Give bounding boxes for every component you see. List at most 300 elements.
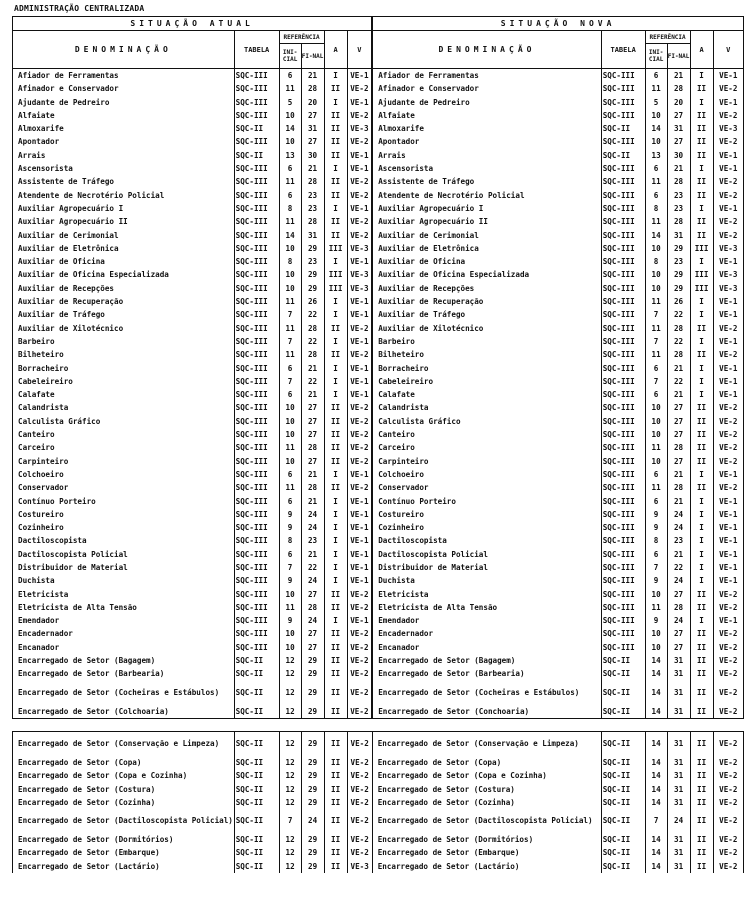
cell-nova-ini: 7 <box>645 375 667 388</box>
table-row <box>13 521 744 534</box>
cell-nova-a: I <box>690 614 713 627</box>
cell-nova-v: VE-1 <box>713 534 743 547</box>
cell-nova-den: Encarregado de Setor (Copa) <box>372 756 601 769</box>
cell-atual-v: VE-2 <box>347 588 372 601</box>
cell-nova-tab: SQC-III <box>601 255 645 268</box>
cell-nova-fin: 31 <box>667 796 690 809</box>
cell-nova-v: VE-1 <box>713 162 743 175</box>
cell-nova-tab: SQC-III <box>601 268 645 281</box>
cell-nova-den: Almoxarife <box>372 122 601 135</box>
cell-atual-v: VE-2 <box>347 756 372 769</box>
cell-atual-v: VE-1 <box>347 388 372 401</box>
document-header: ADMINISTRAÇÃO CENTRALIZADA <box>14 4 145 13</box>
cell-nova-tab: SQC-III <box>601 229 645 242</box>
table-row <box>13 588 744 601</box>
cell-nova-fin: 23 <box>667 534 690 547</box>
cell-nova-fin: 21 <box>667 69 690 83</box>
cell-atual-ini: 6 <box>279 362 301 375</box>
cell-nova-tab: SQC-II <box>601 705 645 719</box>
cell-nova-ini: 10 <box>645 109 667 122</box>
cell-atual-ini: 11 <box>279 295 301 308</box>
cell-atual-fin: 28 <box>301 175 324 188</box>
cell-nova-fin: 24 <box>667 521 690 534</box>
cell-nova-den: Dactiloscopista Policial <box>372 548 601 561</box>
cell-nova-a: II <box>690 322 713 335</box>
cell-atual-den: Auxiliar de Cerimonial <box>13 229 235 242</box>
table-row <box>13 796 744 809</box>
cell-atual-tab: SQC-II <box>234 846 279 859</box>
cell-atual-fin: 23 <box>301 189 324 202</box>
ledger-wrapper <box>12 16 744 873</box>
classification-table <box>12 16 744 719</box>
cell-nova-fin: 20 <box>667 96 690 109</box>
cell-atual-v: VE-2 <box>347 641 372 654</box>
table-row <box>13 574 744 587</box>
cell-nova-a: II <box>690 846 713 859</box>
cell-nova-tab: SQC-III <box>601 135 645 148</box>
col-denominacao-atual: DENOMINAÇÃO <box>13 31 235 69</box>
cell-nova-v: VE-1 <box>713 375 743 388</box>
cell-atual-a: II <box>324 441 347 454</box>
cell-atual-ini: 7 <box>279 375 301 388</box>
table-row <box>13 322 744 335</box>
cell-atual-ini: 7 <box>279 335 301 348</box>
cell-atual-a: II <box>324 860 347 873</box>
cell-nova-den: Encarregado de Setor (Dactiloscopista Policial) <box>372 809 601 833</box>
cell-atual-tab: SQC-III <box>234 268 279 281</box>
cell-atual-fin: 29 <box>301 860 324 873</box>
cell-nova-v: VE-1 <box>713 96 743 109</box>
cell-nova-v: VE-1 <box>713 255 743 268</box>
cell-atual-tab: SQC-III <box>234 388 279 401</box>
section-new: SITUAÇÃO NOVA <box>372 17 743 31</box>
table-row <box>13 96 744 109</box>
cell-nova-ini: 7 <box>645 308 667 321</box>
cell-atual-tab: SQC-III <box>234 614 279 627</box>
cell-nova-a: I <box>690 388 713 401</box>
cell-atual-ini: 10 <box>279 641 301 654</box>
cell-atual-den: Auxiliar de Oficina <box>13 255 235 268</box>
cell-nova-v: VE-2 <box>713 455 743 468</box>
cell-atual-tab: SQC-III <box>234 641 279 654</box>
cell-nova-fin: 29 <box>667 242 690 255</box>
cell-nova-tab: SQC-II <box>601 681 645 705</box>
cell-atual-den: Atendente de Necrotério Policial <box>13 189 235 202</box>
cell-nova-fin: 22 <box>667 561 690 574</box>
cell-atual-ini: 11 <box>279 481 301 494</box>
cell-atual-v: VE-2 <box>347 601 372 614</box>
cell-atual-v: VE-2 <box>347 229 372 242</box>
cell-atual-a: I <box>324 202 347 215</box>
table-row <box>13 860 744 873</box>
cell-atual-tab: SQC-III <box>234 69 279 83</box>
cell-atual-tab: SQC-II <box>234 705 279 719</box>
cell-atual-ini: 12 <box>279 860 301 873</box>
cell-nova-tab: SQC-III <box>601 534 645 547</box>
cell-nova-ini: 8 <box>645 534 667 547</box>
cell-atual-den: Encanador <box>13 641 235 654</box>
cell-atual-ini: 11 <box>279 215 301 228</box>
cell-atual-ini: 8 <box>279 255 301 268</box>
cell-atual-fin: 22 <box>301 375 324 388</box>
table-row <box>13 667 744 680</box>
table-row <box>13 756 744 769</box>
cell-nova-v: VE-2 <box>713 415 743 428</box>
cell-atual-a: II <box>324 455 347 468</box>
cell-atual-fin: 21 <box>301 388 324 401</box>
cell-atual-ini: 9 <box>279 574 301 587</box>
cell-atual-v: VE-2 <box>347 705 372 719</box>
cell-nova-v: VE-2 <box>713 175 743 188</box>
table-row <box>13 548 744 561</box>
cell-nova-fin: 28 <box>667 175 690 188</box>
cell-nova-den: Ajudante de Pedreiro <box>372 96 601 109</box>
table-row <box>13 641 744 654</box>
cell-nova-den: Auxiliar Agropecuário II <box>372 215 601 228</box>
cell-nova-fin: 28 <box>667 601 690 614</box>
cell-atual-v: VE-1 <box>347 308 372 321</box>
cell-nova-den: Apontador <box>372 135 601 148</box>
cell-nova-ini: 6 <box>645 69 667 83</box>
cell-nova-v: VE-2 <box>713 809 743 833</box>
cell-atual-den: Encarregado de Setor (Costura) <box>13 783 235 796</box>
cell-atual-den: Auxiliar de Oficina Especializada <box>13 268 235 281</box>
cell-atual-ini: 11 <box>279 348 301 361</box>
cell-atual-v: VE-1 <box>347 295 372 308</box>
cell-nova-tab: SQC-II <box>601 769 645 782</box>
cell-atual-a: II <box>324 756 347 769</box>
cell-atual-a: I <box>324 534 347 547</box>
cell-nova-den: Auxiliar de Oficina <box>372 255 601 268</box>
cell-nova-tab: SQC-III <box>601 468 645 481</box>
cell-nova-den: Bilheteiro <box>372 348 601 361</box>
cell-nova-fin: 21 <box>667 362 690 375</box>
cell-atual-a: II <box>324 189 347 202</box>
cell-nova-den: Costureiro <box>372 508 601 521</box>
cell-nova-a: I <box>690 295 713 308</box>
cell-atual-ini: 10 <box>279 282 301 295</box>
table-row <box>13 215 744 228</box>
cell-atual-tab: SQC-III <box>234 229 279 242</box>
cell-nova-a: II <box>690 215 713 228</box>
cell-atual-a: II <box>324 428 347 441</box>
cell-atual-ini: 11 <box>279 441 301 454</box>
table-row <box>13 69 744 83</box>
cell-nova-fin: 27 <box>667 415 690 428</box>
cell-atual-ini: 7 <box>279 561 301 574</box>
cell-atual-fin: 23 <box>301 202 324 215</box>
table-row <box>13 769 744 782</box>
cell-atual-a: II <box>324 731 347 756</box>
cell-nova-den: Ascensorista <box>372 162 601 175</box>
cell-atual-den: Auxiliar de Tráfego <box>13 308 235 321</box>
cell-atual-den: Eletricista de Alta Tensão <box>13 601 235 614</box>
cell-atual-fin: 20 <box>301 96 324 109</box>
cell-atual-a: I <box>324 162 347 175</box>
table-row <box>13 162 744 175</box>
cell-nova-ini: 14 <box>645 654 667 667</box>
cell-atual-a: II <box>324 641 347 654</box>
cell-atual-fin: 29 <box>301 833 324 846</box>
col-denominacao-nova: DENOMINAÇÃO <box>372 31 601 69</box>
table-row <box>13 388 744 401</box>
cell-nova-a: II <box>690 731 713 756</box>
cell-atual-den: Auxiliar de Eletrônica <box>13 242 235 255</box>
cell-atual-den: Dactiloscopista <box>13 534 235 547</box>
cell-nova-tab: SQC-II <box>601 796 645 809</box>
cell-atual-ini: 10 <box>279 109 301 122</box>
cell-atual-den: Apontador <box>13 135 235 148</box>
cell-atual-tab: SQC-III <box>234 441 279 454</box>
cell-nova-tab: SQC-III <box>601 521 645 534</box>
cell-nova-v: VE-2 <box>713 846 743 859</box>
cell-atual-den: Calafate <box>13 388 235 401</box>
cell-atual-ini: 6 <box>279 548 301 561</box>
cell-atual-fin: 27 <box>301 455 324 468</box>
cell-atual-tab: SQC-III <box>234 362 279 375</box>
cell-atual-den: Alfaiate <box>13 109 235 122</box>
table-row <box>13 242 744 255</box>
cell-nova-tab: SQC-III <box>601 428 645 441</box>
cell-nova-v: VE-1 <box>713 335 743 348</box>
cell-atual-v: VE-2 <box>347 667 372 680</box>
cell-atual-v: VE-2 <box>347 481 372 494</box>
table-row <box>13 441 744 454</box>
cell-atual-ini: 6 <box>279 388 301 401</box>
cell-atual-den: Dactiloscopista Policial <box>13 548 235 561</box>
cell-nova-a: I <box>690 96 713 109</box>
cell-atual-den: Carceiro <box>13 441 235 454</box>
cell-atual-tab: SQC-III <box>234 175 279 188</box>
cell-nova-v: VE-2 <box>713 441 743 454</box>
cell-atual-fin: 27 <box>301 641 324 654</box>
cell-nova-den: Borracheiro <box>372 362 601 375</box>
cell-nova-fin: 23 <box>667 202 690 215</box>
cell-atual-fin: 29 <box>301 783 324 796</box>
cell-atual-den: Encarregado de Setor (Dactiloscopista Policial) <box>13 809 235 833</box>
cell-nova-fin: 24 <box>667 508 690 521</box>
cell-atual-den: Encarregado de Setor (Copa e Cozinha) <box>13 769 235 782</box>
cell-nova-ini: 9 <box>645 521 667 534</box>
cell-nova-tab: SQC-III <box>601 348 645 361</box>
cell-nova-ini: 6 <box>645 189 667 202</box>
cell-nova-a: I <box>690 335 713 348</box>
cell-atual-tab: SQC-II <box>234 149 279 162</box>
cell-nova-ini: 10 <box>645 428 667 441</box>
cell-nova-a: II <box>690 441 713 454</box>
cell-nova-tab: SQC-III <box>601 242 645 255</box>
cell-atual-ini: 10 <box>279 428 301 441</box>
cell-nova-a: II <box>690 588 713 601</box>
cell-atual-tab: SQC-III <box>234 242 279 255</box>
cell-nova-a: II <box>690 175 713 188</box>
cell-nova-fin: 24 <box>667 809 690 833</box>
cell-nova-a: II <box>690 627 713 640</box>
cell-atual-fin: 21 <box>301 548 324 561</box>
cell-atual-v: VE-2 <box>347 189 372 202</box>
cell-atual-a: II <box>324 215 347 228</box>
cell-nova-tab: SQC-III <box>601 375 645 388</box>
cell-atual-v: VE-2 <box>347 455 372 468</box>
cell-atual-tab: SQC-II <box>234 769 279 782</box>
cell-atual-den: Borracheiro <box>13 362 235 375</box>
cell-atual-den: Carpinteiro <box>13 455 235 468</box>
cell-atual-fin: 21 <box>301 495 324 508</box>
cell-nova-a: II <box>690 122 713 135</box>
table-row <box>13 809 744 833</box>
cell-nova-v: VE-1 <box>713 295 743 308</box>
cell-nova-a: II <box>690 667 713 680</box>
cell-nova-a: II <box>690 109 713 122</box>
cell-atual-den: Arrais <box>13 149 235 162</box>
cell-nova-den: Encarregado de Setor (Embarque) <box>372 846 601 859</box>
cell-atual-tab: SQC-III <box>234 322 279 335</box>
cell-atual-fin: 24 <box>301 614 324 627</box>
cell-atual-ini: 14 <box>279 229 301 242</box>
cell-atual-v: VE-2 <box>347 348 372 361</box>
table-row <box>13 495 744 508</box>
cell-atual-fin: 24 <box>301 574 324 587</box>
cell-nova-v: VE-2 <box>713 588 743 601</box>
cell-nova-den: Conservador <box>372 481 601 494</box>
cell-nova-a: II <box>690 705 713 719</box>
cell-atual-tab: SQC-II <box>234 731 279 756</box>
cell-nova-ini: 11 <box>645 215 667 228</box>
cell-nova-tab: SQC-III <box>601 215 645 228</box>
cell-nova-fin: 22 <box>667 375 690 388</box>
cell-nova-a: I <box>690 255 713 268</box>
cell-atual-ini: 10 <box>279 455 301 468</box>
cell-nova-tab: SQC-III <box>601 508 645 521</box>
cell-nova-tab: SQC-III <box>601 455 645 468</box>
cell-atual-tab: SQC-III <box>234 468 279 481</box>
cell-atual-a: II <box>324 109 347 122</box>
cell-nova-ini: 9 <box>645 574 667 587</box>
col-v-nova: V <box>713 31 743 69</box>
cell-atual-v: VE-1 <box>347 202 372 215</box>
cell-nova-den: Encarregado de Setor (Dormitórios) <box>372 833 601 846</box>
col-tabela-nova: TABELA <box>601 31 645 69</box>
cell-nova-ini: 10 <box>645 135 667 148</box>
cell-nova-ini: 10 <box>645 641 667 654</box>
cell-atual-den: Afiador de Ferramentas <box>13 69 235 83</box>
cell-nova-tab: SQC-III <box>601 561 645 574</box>
cell-atual-a: II <box>324 401 347 414</box>
cell-atual-ini: 6 <box>279 69 301 83</box>
cell-atual-den: Encarregado de Setor (Dormitórios) <box>13 833 235 846</box>
table-row <box>13 135 744 148</box>
cell-nova-v: VE-1 <box>713 362 743 375</box>
cell-nova-tab: SQC-III <box>601 335 645 348</box>
cell-atual-v: VE-2 <box>347 401 372 414</box>
cell-nova-v: VE-2 <box>713 654 743 667</box>
col-final-nova: FI-NAL <box>667 44 690 69</box>
cell-atual-fin: 21 <box>301 69 324 83</box>
cell-atual-den: Canteiro <box>13 428 235 441</box>
cell-atual-a: II <box>324 229 347 242</box>
cell-atual-v: VE-2 <box>347 82 372 95</box>
cell-nova-den: Barbeiro <box>372 335 601 348</box>
cell-nova-tab: SQC-II <box>601 654 645 667</box>
cell-nova-tab: SQC-III <box>601 295 645 308</box>
cell-nova-fin: 31 <box>667 756 690 769</box>
cell-atual-den: Encarregado de Setor (Cocheiras e Estábulos) <box>13 681 235 705</box>
cell-atual-a: I <box>324 508 347 521</box>
cell-atual-v: VE-1 <box>347 468 372 481</box>
cell-nova-den: Emendador <box>372 614 601 627</box>
cell-nova-ini: 7 <box>645 335 667 348</box>
cell-nova-tab: SQC-II <box>601 667 645 680</box>
cell-atual-den: Encarregado de Setor (Bagagem) <box>13 654 235 667</box>
cell-nova-v: VE-2 <box>713 796 743 809</box>
cell-nova-a: II <box>690 796 713 809</box>
cell-nova-tab: SQC-III <box>601 601 645 614</box>
cell-nova-a: II <box>690 681 713 705</box>
cell-atual-v: VE-1 <box>347 162 372 175</box>
cell-atual-tab: SQC-III <box>234 561 279 574</box>
cell-atual-tab: SQC-III <box>234 335 279 348</box>
cell-nova-fin: 22 <box>667 335 690 348</box>
cell-nova-tab: SQC-II <box>601 860 645 873</box>
cell-nova-tab: SQC-III <box>601 548 645 561</box>
cell-atual-a: II <box>324 82 347 95</box>
cell-nova-v: VE-2 <box>713 833 743 846</box>
cell-atual-ini: 13 <box>279 149 301 162</box>
cell-nova-fin: 21 <box>667 468 690 481</box>
cell-atual-ini: 12 <box>279 654 301 667</box>
cell-nova-tab: SQC-II <box>601 756 645 769</box>
cell-nova-ini: 11 <box>645 601 667 614</box>
cell-nova-fin: 29 <box>667 282 690 295</box>
cell-nova-den: Eletricista <box>372 588 601 601</box>
table-row <box>13 614 744 627</box>
table-row <box>13 348 744 361</box>
table-row <box>13 705 744 719</box>
cell-nova-a: I <box>690 561 713 574</box>
cell-nova-fin: 30 <box>667 149 690 162</box>
cell-atual-den: Cozinheiro <box>13 521 235 534</box>
cell-atual-tab: SQC-II <box>234 122 279 135</box>
cell-atual-tab: SQC-III <box>234 189 279 202</box>
col-referencia-atual: REFERÊNCIA <box>279 31 324 44</box>
cell-nova-a: II <box>690 415 713 428</box>
table-row <box>13 654 744 667</box>
cell-atual-ini: 11 <box>279 175 301 188</box>
table-row <box>13 783 744 796</box>
cell-atual-a: II <box>324 796 347 809</box>
cell-nova-tab: SQC-II <box>601 846 645 859</box>
cell-nova-fin: 31 <box>667 654 690 667</box>
cell-atual-den: Costureiro <box>13 508 235 521</box>
cell-atual-ini: 10 <box>279 268 301 281</box>
cell-atual-fin: 30 <box>301 149 324 162</box>
cell-atual-tab: SQC-III <box>234 308 279 321</box>
cell-atual-fin: 29 <box>301 756 324 769</box>
cell-nova-a: I <box>690 495 713 508</box>
cell-nova-fin: 28 <box>667 82 690 95</box>
cell-nova-ini: 9 <box>645 614 667 627</box>
cell-nova-fin: 31 <box>667 731 690 756</box>
cell-atual-a: I <box>324 362 347 375</box>
cell-atual-fin: 23 <box>301 534 324 547</box>
cell-nova-fin: 31 <box>667 229 690 242</box>
cell-atual-a: I <box>324 255 347 268</box>
table-row <box>13 508 744 521</box>
cell-atual-tab: SQC-III <box>234 375 279 388</box>
table-row <box>13 308 744 321</box>
table-row <box>13 175 744 188</box>
cell-nova-v: VE-2 <box>713 135 743 148</box>
